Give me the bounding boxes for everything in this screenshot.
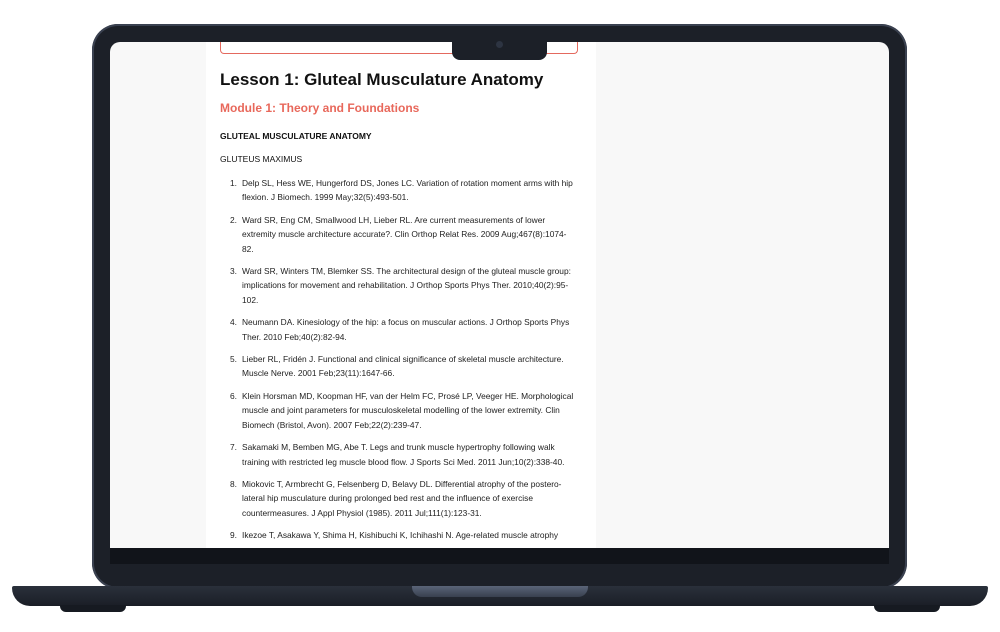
sub-heading: GLUTEUS MAXIMUS <box>220 154 303 164</box>
reference-item <box>220 528 578 542</box>
reference-item <box>220 315 578 344</box>
reference-text: Miokovic T, Armbrecht G, Felsenberg D, Belavy DL. Differential atrophy of the postero-lateral hip musculature during prolonged bed rest and the influence of exercise countermeasures. J Appl Physiol (1985). 2011 Jul;111(1):123-31. <box>242 478 562 518</box>
reference-item <box>220 389 578 432</box>
reference-text: Klein Horsman MD, Koopman HF, van der Helm FC, Prosé LP, Veeger HE. Morphological muscle and joint parameters for musculoskeletal modelling of the lower extremity. Clin Biomech (Bristol, Avon). 2007 Feb;22(2):239-47. <box>242 390 574 430</box>
reference-text: Sakamaki M, Bemben MG, Abe T. Legs and trunk muscle hypertrophy following walk training with restricted leg muscle blood flow. J Sports Sci Med. 2011 Jun;10(2):338-40. <box>242 442 565 467</box>
reference-text: Neumann DA. Kinesiology of the hip: a focus on muscular actions. J Orthop Sports Phys Ther. 2010 Feb;40(2):82-94. <box>242 317 570 342</box>
reference-text: Ward SR, Eng CM, Smallwood LH, Lieber RL. Are current measurements of lower extremity muscle architecture accurate?. Clin Orthop Relat Res. 2009 Aug;467(8):1074-82. <box>242 214 567 254</box>
camera-icon <box>496 41 503 48</box>
laptop-foot-right <box>874 605 940 612</box>
lesson-title: Lesson 1: Gluteal Musculature Anatomy <box>220 70 544 89</box>
reference-number: 8. <box>230 478 237 489</box>
reference-number: 7. <box>230 442 237 453</box>
laptop-screen <box>110 42 889 548</box>
reference-number: 3. <box>230 266 237 277</box>
module-title: Module 1: Theory and Foundations <box>220 101 420 115</box>
reference-text: Delp SL, Hess WE, Hungerford DS, Jones LC. Variation of rotation moment arms with hip flexion. J Biomech. 1999 May;32(5):493-501. <box>242 178 573 203</box>
reference-number: 1. <box>230 178 237 188</box>
reference-item <box>220 477 578 520</box>
reference-item <box>220 264 578 307</box>
reference-number: 2. <box>230 214 237 225</box>
reference-number: 5. <box>230 354 237 365</box>
reference-list <box>220 176 578 548</box>
lid-opening-notch <box>412 586 588 597</box>
reference-item <box>220 440 578 469</box>
reference-text: Ikezoe T, Asakawa Y, Shima H, Kishibuchi K, Ichihashi N. Age-related muscle atrophy <box>242 530 559 541</box>
reference-item <box>220 213 578 256</box>
reference-number: 6. <box>230 390 237 401</box>
reference-text: Lieber RL, Fridén J. Functional and clinical significance of skeletal muscle architecture. Muscle Nerve. 2001 Feb;23(11):1647-66. <box>242 354 564 379</box>
laptop-foot-left <box>60 605 126 612</box>
reference-number: 9. <box>230 530 237 541</box>
screen-bezel-bottom <box>110 548 889 564</box>
section-heading: GLUTEAL MUSCULATURE ANATOMY <box>220 131 372 141</box>
reference-item <box>220 176 578 205</box>
reference-item <box>220 352 578 381</box>
reference-number: 4. <box>230 317 237 328</box>
reference-text: Ward SR, Winters TM, Blemker SS. The architectural design of the gluteal muscle group: implications for movement and rehabilitation. J Orthop Sports Phys Ther. 2010;40(2):95-102. <box>242 266 571 305</box>
